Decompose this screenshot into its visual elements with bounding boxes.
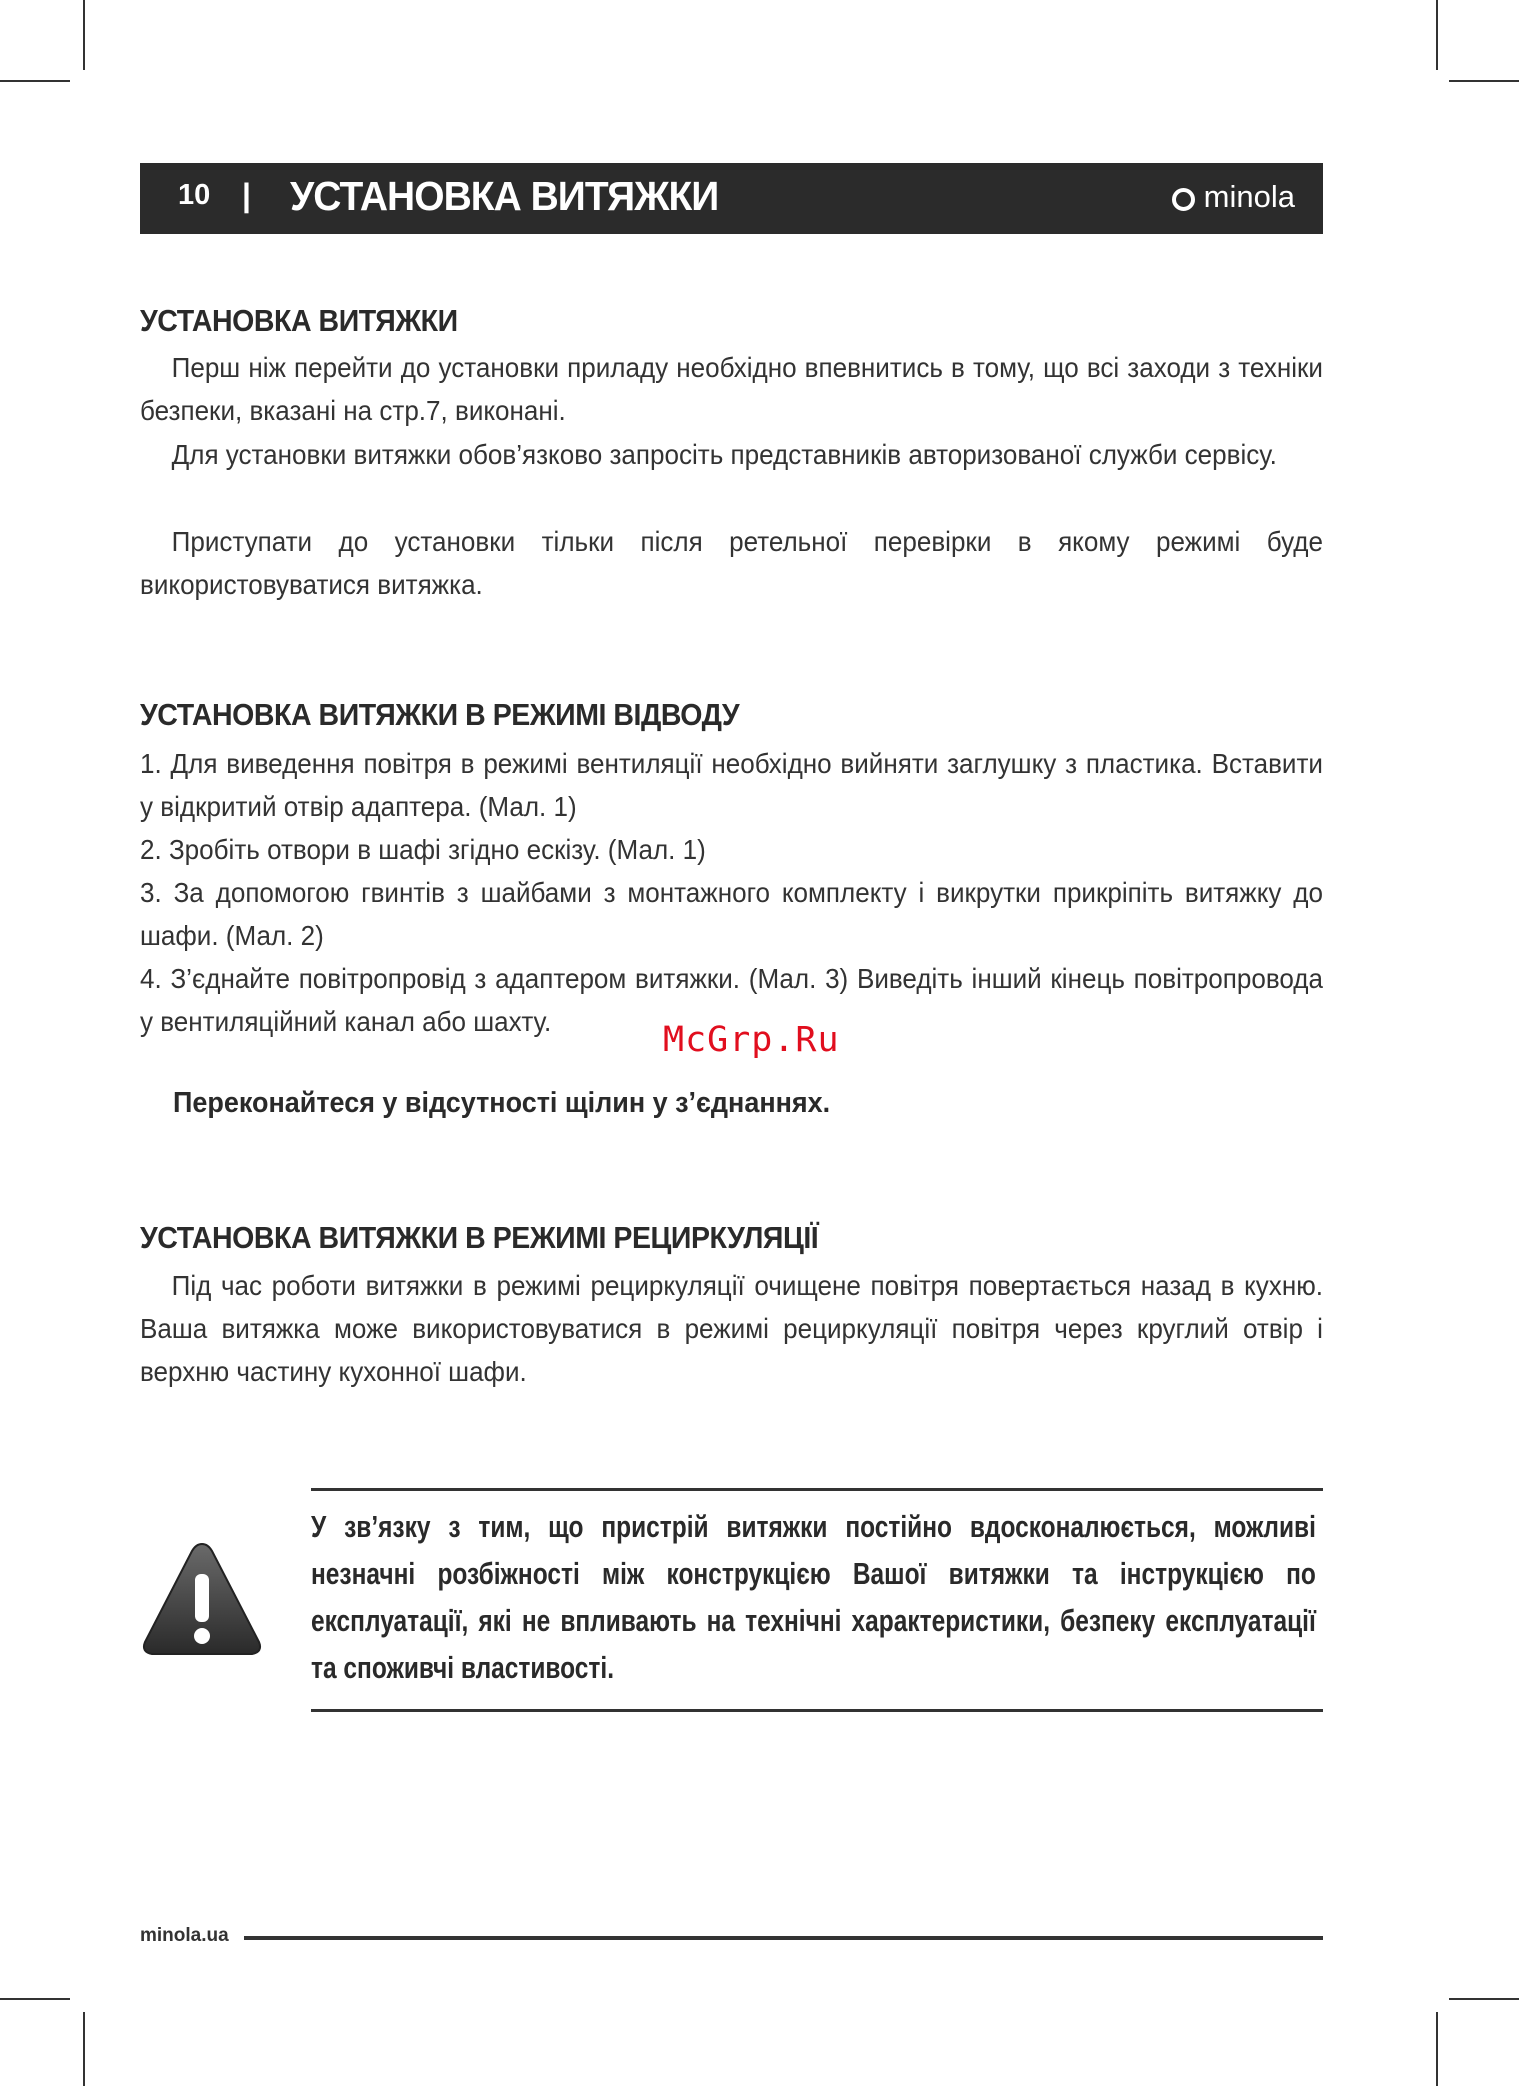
crop-mark	[1449, 1998, 1519, 2000]
list-item: 1. Для виведення повітря в режимі вентиляції необхідно вийняти заглушку з пластика. Вставити у відкритий отвір адаптера. (Мал. 1)	[140, 748, 1323, 822]
crop-mark	[1436, 2012, 1438, 2086]
list-item: 3. За допомогою гвинтів з шайбами з монтажного комплекту і викрутки прикріпіть витяжку до шафи. (Мал. 2)	[140, 877, 1323, 951]
seal-note: Переконайтеся у відсутності щілин у з’єднаннях.	[173, 1087, 831, 1119]
list-item: 2. Зробіть отвори в шафі згідно ескізу. (Мал. 1)	[140, 834, 706, 865]
brand-logo	[1172, 179, 1295, 215]
footer-site: minola.ua	[140, 1925, 229, 1946]
section-title-exhaust-mode: УСТАНОВКА ВИТЯЖКИ В РЕЖИМІ ВІДВОДУ	[140, 697, 740, 732]
paragraph: Перш ніж перейти до установки приладу необхідно впевнитись в тому, що всі заходи з техніки безпеки, вказані на стр.7, виконані.	[140, 352, 1323, 426]
page-title: УСТАНОВКА ВИТЯЖКИ	[290, 173, 719, 219]
warning-bottom-rule	[311, 1709, 1323, 1712]
section-title-recirculation-mode: УСТАНОВКА ВИТЯЖКИ В РЕЖИМІ РЕЦИРКУЛЯЦІЇ	[140, 1220, 819, 1255]
page-header	[140, 163, 1323, 234]
logo-ring-icon	[1172, 188, 1195, 211]
paragraph: Приступати до установки тільки після ретельної перевірки в якому режимі буде використовуватися витяжка.	[140, 526, 1323, 600]
warning-text: У зв’язку з тим, що пристрій витяжки постійно вдосконалюється, можливі незначні розбіжності між конструкцією Вашої витяжки та інструкцією по експлуатації, які не впливають на технічні характеристики, безпеку експлуатації та споживчі властивості.	[311, 1509, 1316, 1685]
watermark: McGrp.Ru	[663, 1020, 840, 1060]
section-title-installation: УСТАНОВКА ВИТЯЖКИ	[140, 303, 458, 338]
header-separator: |	[242, 177, 251, 213]
crop-mark	[1449, 80, 1519, 82]
warning-top-rule	[311, 1488, 1323, 1491]
paragraph: Для установки витяжки обов’язково запросіть представників авторизованої служби сервісу.	[171, 439, 1277, 470]
brand-name: minola	[1203, 179, 1295, 214]
paragraph: Під час роботи витяжки в режимі рециркуляції очищене повітря повертається назад в кухню. Ваша витяжка може використовуватися в режимі рециркуляції повітря через круглий отвір і верхню частину кухонної шафи.	[140, 1270, 1323, 1387]
page-number: 10	[178, 179, 211, 211]
warning-triangle-icon	[140, 1538, 264, 1662]
crop-mark	[0, 1998, 70, 2000]
crop-mark	[0, 80, 70, 82]
footer-rule	[244, 1936, 1323, 1940]
crop-mark	[83, 0, 85, 70]
crop-mark	[1436, 0, 1438, 70]
list-item: 4. З’єднайте повітропровід з адаптером витяжки. (Мал. 3) Виведіть інший кінець повітропровода у вентиляційний канал або шахту.	[140, 963, 1323, 1037]
crop-mark	[83, 2012, 85, 2086]
